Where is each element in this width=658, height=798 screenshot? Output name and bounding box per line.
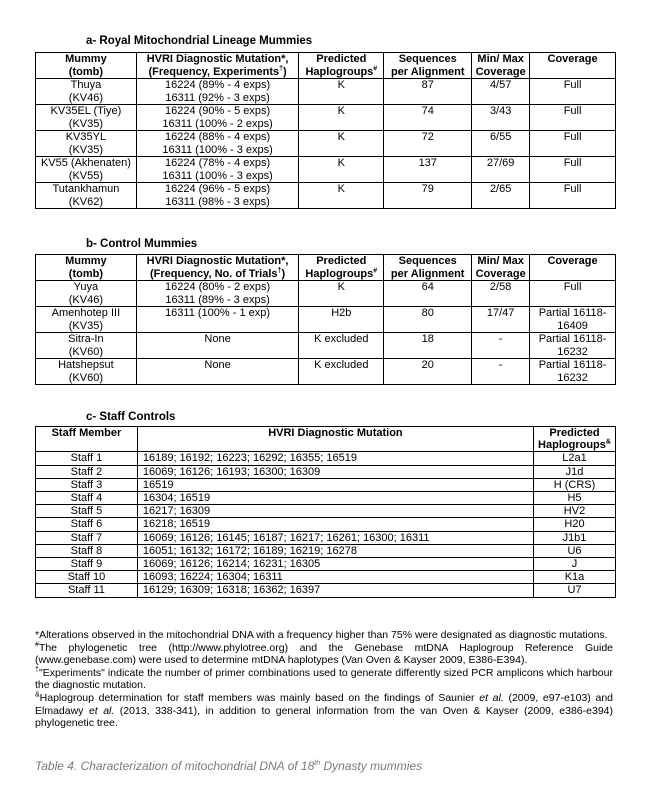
table-row: Staff 4 16304; 16519 H5 bbox=[36, 492, 616, 505]
header-mummy: Mummy (tomb) bbox=[36, 53, 137, 79]
staff-controls-table bbox=[35, 426, 616, 598]
header-mummy: Mummy (tomb) bbox=[36, 255, 137, 281]
header-coverage: Coverage bbox=[530, 255, 616, 281]
table-row: Hatshepsut (KV60) None K excluded 20 - Partial 16118- 16232 bbox=[36, 359, 616, 385]
table-row: Sitra-In (KV60) None K excluded 18 - Partial 16118- 16232 bbox=[36, 333, 616, 359]
footnotes bbox=[35, 629, 613, 730]
control-mummies-table bbox=[35, 254, 616, 385]
table-row: Staff 7 16069; 16126; 16145; 16187; 16217; 16261; 16300; 16311 J1b1 bbox=[36, 531, 616, 544]
table-row: Amenhotep III (KV35) 16311 (100% - 1 exp) H2b 80 17/47 Partial 16118- 16409 bbox=[36, 307, 616, 333]
table-row: Tutankhamun (KV62) 16224 (96% - 5 exps) 16311 (98% - 3 exps) K 79 2/65 Full bbox=[36, 183, 616, 209]
footnote-phylotree: #The phylogenetic tree (http://www.phylotree.org) and the Genebase mtDNA Haplogroup Reference Guide (www.genebase.com) were used to determine mtDNA haplotypes (Van Oven & Kayser 2009, E386-E394). bbox=[35, 641, 613, 667]
table-header-row bbox=[36, 53, 616, 79]
table-row: KV35EL (Tiye) (KV35) 16224 (90% - 5 exps) 16311 (100% - 2 exps) K 74 3/43 Full bbox=[36, 105, 616, 131]
table-row: Staff 11 16129; 16309; 16318; 16362; 16397 U7 bbox=[36, 584, 616, 597]
header-haplogroups: Predicted Haplogroups& bbox=[534, 427, 616, 452]
section-b-title: b- Control Mummies bbox=[86, 238, 198, 250]
table-row: Staff 9 16069; 16126; 16214; 16231; 16305 J bbox=[36, 558, 616, 571]
table-row: Staff 2 16069; 16126; 16193; 16300; 16309 J1d bbox=[36, 465, 616, 478]
section-c-title: c- Staff Controls bbox=[86, 411, 176, 423]
header-staff-member: Staff Member bbox=[36, 427, 138, 452]
header-sequences: Sequences per Alignment bbox=[384, 53, 472, 79]
table-header-row bbox=[36, 427, 616, 452]
footnote-haplogroup-determination: &Haplogroup determination for staff members was mainly based on the findings of Saunier et al. (2009, e97-e103) and Elmadawy et al. (2013, 338-341), in addition to general information from the van Oven & Kayser (2009, e386-e394) phylogenetic tree. bbox=[35, 691, 614, 730]
header-hvri: HVRI Diagnostic Mutation*, (Frequency, No. of Trials†) bbox=[136, 255, 299, 281]
table-caption: Table 4. Characterization of mitochondrial DNA of 18th Dynasty mummies bbox=[35, 759, 423, 773]
section-a-title: a- Royal Mitochondrial Lineage Mummies bbox=[86, 35, 313, 47]
table-row: Staff 1 16189; 16192; 16223; 16292; 16355; 16519 L2a1 bbox=[36, 452, 616, 465]
header-hvri: HVRI Diagnostic Mutation bbox=[137, 427, 533, 452]
footnote-experiments: †"Experiments" indicate the number of primer combinations used to generate differently sized PCR amplicons which harbour the diagnostic mutation. bbox=[35, 666, 613, 692]
header-minmax: Min/ Max Coverage bbox=[472, 53, 530, 79]
table-row: Staff 3 16519 H (CRS) bbox=[36, 478, 616, 491]
table-row: Staff 10 16093; 16224; 16304; 16311 K1a bbox=[36, 571, 616, 584]
header-haplogroups: Predicted Haplogroups# bbox=[299, 255, 384, 281]
royal-mummies-table bbox=[35, 52, 616, 209]
header-coverage: Coverage bbox=[530, 53, 616, 79]
table-row: Yuya (KV46) 16224 (80% - 2 exps) 16311 (89% - 3 exps) K 64 2/58 Full bbox=[36, 281, 616, 307]
table-header-row bbox=[36, 255, 616, 281]
table-row: Staff 6 16218; 16519 H20 bbox=[36, 518, 616, 531]
table-row: KV35YL (KV35) 16224 (88% - 4 exps) 16311 (100% - 3 exps) K 72 6/55 Full bbox=[36, 131, 616, 157]
table-row: Thuya (KV46) 16224 (89% - 4 exps) 16311 (92% - 3 exps) K 87 4/57 Full bbox=[36, 79, 616, 105]
footnote-alterations: *Alterations observed in the mitochondrial DNA with a frequency higher than 75% were designated as diagnostic mutations. bbox=[35, 629, 608, 641]
table-row: Staff 8 16051; 16132; 16172; 16189; 16219; 16278 U6 bbox=[36, 544, 616, 557]
header-hvri: HVRI Diagnostic Mutation*, (Frequency, Experiments†) bbox=[136, 53, 299, 79]
header-sequences: Sequences per Alignment bbox=[384, 255, 472, 281]
header-haplogroups: Predicted Haplogroups# bbox=[299, 53, 384, 79]
header-minmax: Min/ Max Coverage bbox=[472, 255, 530, 281]
table-row: Staff 5 16217; 16309 HV2 bbox=[36, 505, 616, 518]
table-row: KV55 (Akhenaten) (KV55) 16224 (78% - 4 exps) 16311 (100% - 3 exps) K 137 27/69 Full bbox=[36, 157, 616, 183]
